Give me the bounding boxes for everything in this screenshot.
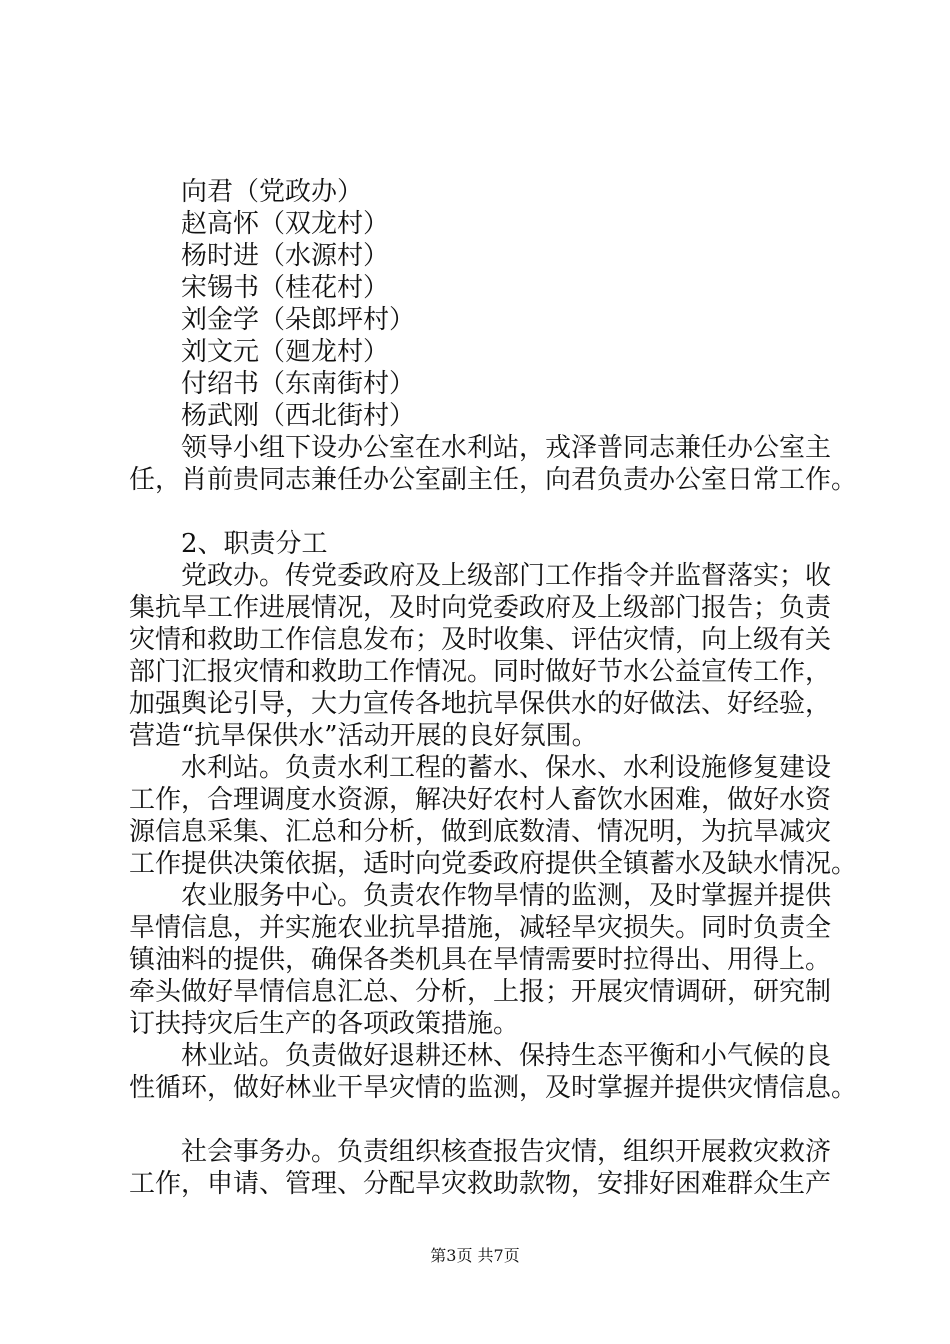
member-line: 赵高怀（双龙村） (181, 209, 390, 239)
forestry-paragraph-line: 性循环，做好林业干旱灾情的监测，及时掌握并提供灾情信息。 (129, 1073, 858, 1103)
page-number-footer: 第3页 共7页 (430, 1246, 520, 1265)
member-line: 杨武刚（西北街村） (181, 401, 416, 431)
social-affairs-paragraph-line: 工作，申请、管理、分配旱灾救助款物，安排好困难群众生产 (129, 1169, 832, 1199)
party-office-paragraph-line: 部门汇报灾情和救助工作情况。同时做好节水公益宣传工作， (129, 657, 832, 687)
water-station-paragraph-line: 工作，合理调度水资源，解决好农村人畜饮水困难，做好水资 (129, 785, 832, 815)
agri-center-paragraph-line: 镇油料的提供，确保各类机具在旱情需要时拉得出、用得上。 (129, 945, 832, 975)
party-office-paragraph-line: 党政办。传党委政府及上级部门工作指令并监督落实；收 (181, 561, 832, 591)
member-line: 向君（党政办） (181, 177, 364, 207)
water-station-paragraph-line: 源信息采集、汇总和分析，做到底数清、情况明，为抗旱减灾 (129, 817, 832, 847)
party-office-paragraph-line: 集抗旱工作进展情况，及时向党委政府及上级部门报告；负责 (129, 593, 832, 623)
agri-center-paragraph-line: 牵头做好旱情信息汇总、分析，上报；开展灾情调研，研究制 (129, 977, 832, 1007)
office-paragraph-line: 领导小组下设办公室在水利站，戎泽普同志兼任办公室主 (181, 433, 832, 463)
party-office-paragraph-line: 营造“抗旱保供水”活动开展的良好氛围。 (129, 721, 598, 751)
water-station-paragraph-line: 工作提供决策依据，适时向党委政府提供全镇蓄水及缺水情况。 (129, 849, 858, 879)
member-line: 刘金学（朵郎坪村） (181, 305, 416, 335)
party-office-paragraph-line: 加强舆论引导，大力宣传各地抗旱保供水的好做法、好经验， (129, 689, 832, 719)
section-heading: 2、职责分工 (181, 529, 328, 559)
member-line: 付绍书（东南街村） (181, 369, 416, 399)
member-line: 杨时进（水源村） (181, 241, 390, 271)
agri-center-paragraph-line: 农业服务中心。负责农作物旱情的监测，及时掌握并提供 (181, 881, 832, 911)
social-affairs-paragraph-line: 社会事务办。负责组织核查报告灾情，组织开展救灾救济 (181, 1137, 832, 1167)
agri-center-paragraph-line: 旱情信息，并实施农业抗旱措施，减轻旱灾损失。同时负责全 (129, 913, 832, 943)
party-office-paragraph-line: 灾情和救助工作信息发布；及时收集、评估灾情，向上级有关 (129, 625, 832, 655)
agri-center-paragraph-line: 订扶持灾后生产的各项政策措施。 (129, 1009, 520, 1039)
office-paragraph-line: 任，肖前贵同志兼任办公室副主任，向君负责办公室日常工作。 (129, 465, 858, 495)
forestry-paragraph-line: 林业站。负责做好退耕还林、保持生态平衡和小气候的良 (181, 1041, 832, 1071)
member-line: 宋锡书（桂花村） (181, 273, 390, 303)
member-line: 刘文元（廻龙村） (181, 337, 390, 367)
water-station-paragraph-line: 水利站。负责水利工程的蓄水、保水、水利设施修复建设 (181, 753, 832, 783)
